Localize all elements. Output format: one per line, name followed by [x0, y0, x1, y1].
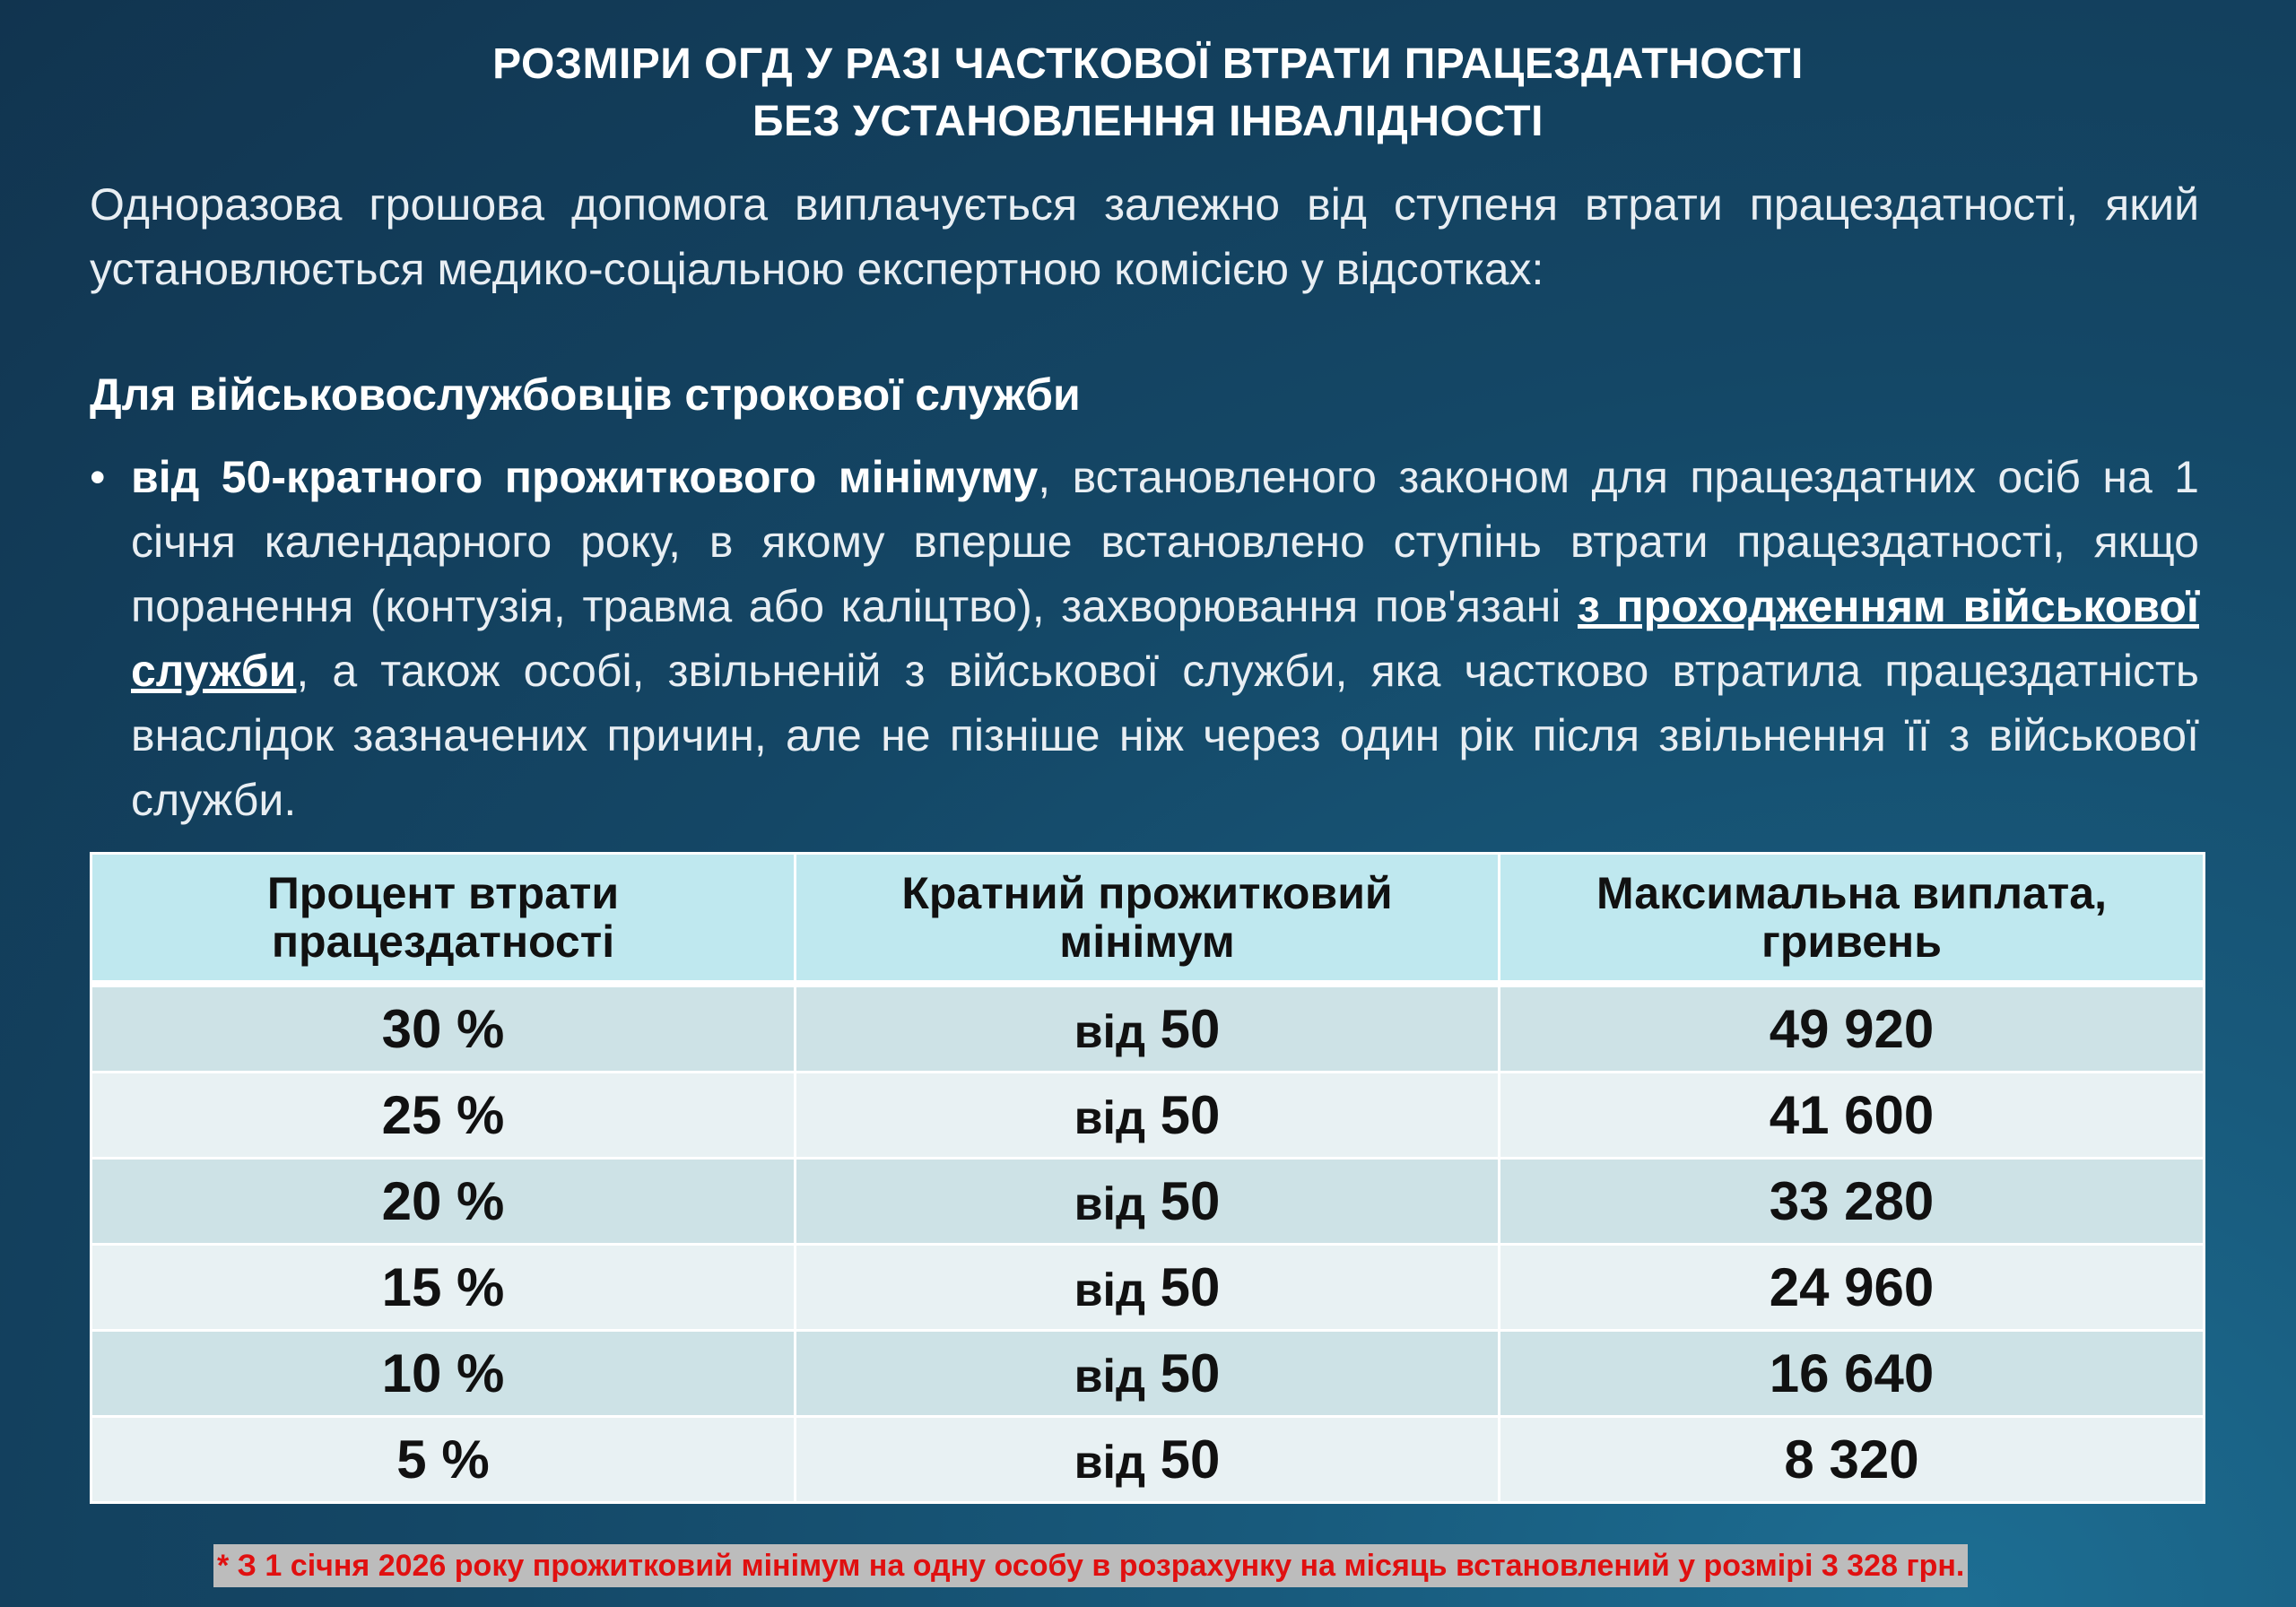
cell-percent: 5 %	[91, 1417, 796, 1503]
title-line-1: РОЗМІРИ ОГД У РАЗІ ЧАСТКОВОЇ ВТРАТИ ПРАЦЕЗДАТНОСТІ	[492, 40, 1804, 88]
header-payment: Максимальна виплата, гривень	[1500, 854, 2205, 985]
table-row	[91, 1245, 2205, 1331]
cell-payment: 41 600	[1500, 1073, 2205, 1159]
cell-percent: 15 %	[91, 1245, 796, 1331]
cell-multiple	[796, 1417, 1500, 1503]
cell-payment: 33 280	[1500, 1159, 2205, 1245]
cell-prefix: від	[1074, 1178, 1145, 1230]
cell-percent: 30 %	[91, 984, 796, 1073]
payments-table	[90, 852, 2205, 1504]
cell-prefix: від	[1074, 1351, 1145, 1403]
cell-prefix: від	[1074, 1264, 1145, 1316]
cell-multiple-value: 50	[1160, 1429, 1221, 1490]
bullet-underlined-phrase: з проходженням військової служби	[131, 581, 2199, 696]
cell-payment: 24 960	[1500, 1245, 2205, 1331]
header-percent: Процент втрати працездатності	[91, 854, 796, 985]
table-row	[91, 984, 2205, 1073]
table-row	[91, 1331, 2205, 1417]
cell-multiple	[796, 1331, 1500, 1417]
cell-multiple	[796, 984, 1500, 1073]
intro-paragraph: Одноразова грошова допомога виплачується залежно від ступеня втрати працездатності, який установлюється медико-соціальною експертною комісією у відсотках:	[90, 179, 2199, 294]
table-header-row	[91, 854, 2205, 985]
bullet-text-part-1: , встановленого законом для працездатних осіб на 1 січня календарного року, в якому вперше встановлено ступінь втрати працездатності, якщо поранення (контузія, травма або каліцтво), захворювання пов'язані	[131, 452, 2199, 631]
table-row	[91, 1073, 2205, 1159]
cell-prefix: від	[1074, 1006, 1145, 1058]
section-heading: Для військовослужбовців строкової служби	[90, 369, 1081, 420]
footnote: * З 1 січня 2026 року прожитковий мінімум на одну особу в розрахунку на місяць встановлений у розмірі 3 328 грн.	[213, 1544, 1968, 1587]
cell-prefix: від	[1074, 1437, 1145, 1489]
cell-multiple	[796, 1073, 1500, 1159]
table-row	[91, 1417, 2205, 1503]
cell-payment: 49 920	[1500, 984, 2205, 1073]
cell-percent: 20 %	[91, 1159, 796, 1245]
cell-multiple-value: 50	[1160, 1343, 1221, 1403]
cell-percent: 10 %	[91, 1331, 796, 1417]
title-line-2: БЕЗ УСТАНОВЛЕННЯ ІНВАЛІДНОСТІ	[752, 98, 1544, 145]
cell-payment: 8 320	[1500, 1417, 2205, 1503]
bullet-item	[90, 445, 2199, 832]
header-multiple: Кратний прожитковий мінімум	[796, 854, 1500, 985]
bullet-text-part-2: , а також особі, звільненій з військової служби, яка частково втратила працездатність внаслідок зазначених причин, але не пізніше ніж через один рік після звільнення її з військової служби.	[131, 646, 2199, 825]
cell-multiple-value: 50	[1160, 999, 1221, 1059]
bullet-text	[131, 445, 2199, 832]
cell-multiple-value: 50	[1160, 1085, 1221, 1145]
bullet-dot-icon: •	[90, 452, 106, 502]
cell-multiple	[796, 1245, 1500, 1331]
cell-payment: 16 640	[1500, 1331, 2205, 1417]
cell-percent: 25 %	[91, 1073, 796, 1159]
page-title	[0, 36, 2296, 151]
cell-prefix: від	[1074, 1092, 1145, 1144]
bullet-bold-lead: від 50-кратного прожиткового мінімуму	[131, 452, 1039, 502]
cell-multiple-value: 50	[1160, 1171, 1221, 1231]
cell-multiple-value: 50	[1160, 1257, 1221, 1317]
table-row	[91, 1159, 2205, 1245]
cell-multiple	[796, 1159, 1500, 1245]
